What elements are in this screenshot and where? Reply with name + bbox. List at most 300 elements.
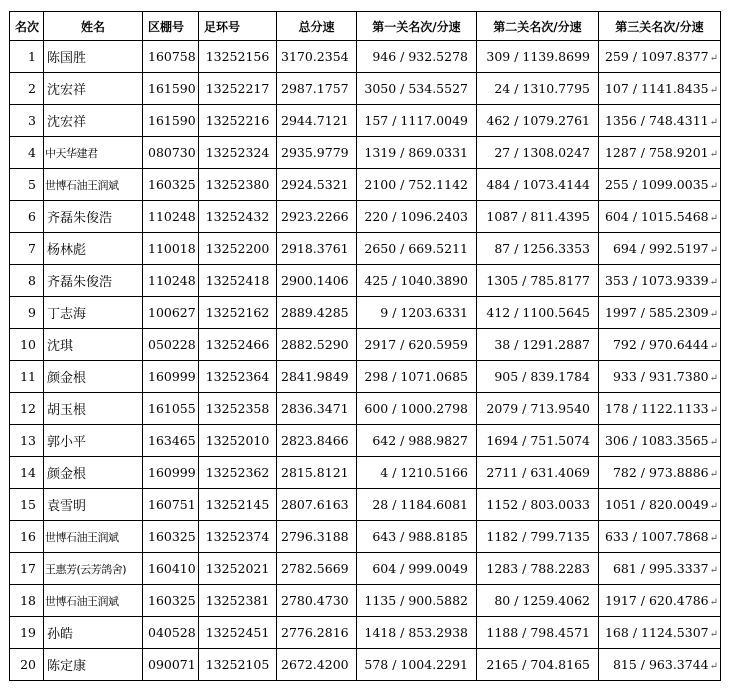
shed-cell-text: 163465 [148,433,196,448]
shed-cell [143,329,199,361]
stage1-cell-text: 946 / 932.5278 [372,49,468,64]
rank-cell-text: 8 [28,273,36,288]
table-row [10,521,721,553]
stage2-cell-text: 38 / 1291.2887 [494,337,590,352]
stage1-cell-text: 157 / 1117.0049 [364,113,468,128]
ring-cell [199,649,277,681]
stage2-cell [477,169,599,201]
shed-cell-text: 160325 [148,593,196,608]
total-speed-cell-text: 2776.2816 [281,625,349,640]
shed-cell-text: 050228 [148,337,196,352]
rank-cell-text: 7 [28,241,36,256]
stage2-cell [477,361,599,393]
ring-cell [199,361,277,393]
stage1-cell-text: 2917 / 620.5959 [364,337,468,352]
ring-cell [199,617,277,649]
shed-cell [143,553,199,585]
ring-cell [199,425,277,457]
table-row [10,201,721,233]
name-cell [44,585,143,617]
stage1-cell [357,521,477,553]
stage3-cell-text: 681 / 995.3337 [612,561,709,576]
table-row [10,41,721,73]
stage1-cell [357,297,477,329]
ring-cell-text: 13252216 [205,113,270,128]
stage3-cell [599,201,721,233]
total-speed-cell-text: 2935.9779 [281,145,349,160]
stage1-cell [357,553,477,585]
name-cell [44,489,143,521]
stage3-cell-text: 168 / 1124.5307 [604,625,709,640]
header-name: 姓名 [44,12,143,41]
paragraph-mark-icon: ↵ [709,277,718,288]
shed-cell-text: 090071 [148,657,196,672]
stage3-cell-text: 1287 / 758.9201 [604,145,709,160]
total-speed-cell [277,329,357,361]
shed-cell [143,649,199,681]
name-cell-text: 颜金根 [47,467,87,482]
stage3-cell [599,553,721,585]
shed-cell-text: 161590 [148,81,196,96]
ring-cell-text: 13252466 [205,337,270,352]
stage3-cell [599,361,721,393]
stage1-cell [357,233,477,265]
shed-cell [143,137,199,169]
total-speed-cell-text: 2780.4730 [281,593,349,608]
paragraph-mark-icon: ↵ [709,533,718,544]
name-cell [44,457,143,489]
shed-cell-text: 100627 [148,305,196,320]
name-cell [44,169,143,201]
total-speed-cell [277,489,357,521]
shed-cell-text: 080730 [148,145,196,160]
total-speed-cell-text: 2987.1757 [281,81,349,96]
stage2-cell-text: 1305 / 785.8177 [486,273,590,288]
header-total-speed: 总分速 [277,12,357,41]
total-speed-cell [277,137,357,169]
name-cell-text: 胡玉根 [47,403,87,418]
stage2-cell-text: 24 / 1310.7795 [494,81,590,96]
rank-cell-text: 10 [20,337,36,352]
stage3-cell [599,425,721,457]
ring-cell [199,297,277,329]
total-speed-cell [277,73,357,105]
name-cell [44,617,143,649]
stage3-cell-text: 107 / 1141.8435 [604,81,709,96]
rank-cell-text: 2 [28,81,36,96]
ring-cell-text: 13252105 [205,657,270,672]
shed-cell-text: 160410 [148,561,196,576]
rank-cell [10,521,44,553]
rank-cell [10,137,44,169]
shed-cell-text: 110248 [148,273,196,288]
stage1-cell [357,489,477,521]
rank-cell-text: 4 [28,145,36,160]
stage3-cell [599,137,721,169]
stage3-cell [599,649,721,681]
stage2-cell-text: 1152 / 803.0033 [486,497,590,512]
shed-cell [143,393,199,425]
total-speed-cell-text: 2923.2266 [281,209,349,224]
stage3-cell-text: 815 / 963.3744 [612,657,709,672]
rank-cell [10,329,44,361]
table-row [10,73,721,105]
rank-cell-text: 9 [28,305,36,320]
paragraph-mark-icon: ↵ [709,149,718,160]
rank-cell-text: 11 [20,369,36,384]
ring-cell [199,73,277,105]
name-cell-text: 杨林彪 [47,243,87,258]
name-cell [44,329,143,361]
stage1-cell [357,137,477,169]
stage2-cell [477,233,599,265]
ring-cell-text: 13252432 [205,209,270,224]
rank-cell [10,105,44,137]
rank-cell [10,457,44,489]
name-cell-text: 陈定康 [47,659,87,674]
rank-cell [10,73,44,105]
stage1-cell-text: 578 / 1004.2291 [364,657,468,672]
name-cell-text: 世博石油王润斌 [45,530,119,544]
table-row [10,649,721,681]
ring-cell [199,233,277,265]
shed-cell [143,361,199,393]
stage2-cell-text: 2165 / 704.8165 [486,657,590,672]
stage2-cell [477,329,599,361]
stage1-cell-text: 3050 / 534.5527 [364,81,468,96]
shed-cell [143,521,199,553]
ring-cell [199,553,277,585]
stage1-cell [357,201,477,233]
stage1-cell-text: 2650 / 669.5211 [364,241,468,256]
shed-cell-text: 160999 [148,465,196,480]
stage2-cell-text: 1182 / 799.7135 [486,529,590,544]
shed-cell-text: 161590 [148,113,196,128]
stage2-cell [477,457,599,489]
stage3-cell [599,329,721,361]
shed-cell-text: 040528 [148,625,196,640]
shed-cell-text: 160758 [148,49,196,64]
rank-cell [10,41,44,73]
header-stage1: 第一关名次/分速 [357,12,477,41]
total-speed-cell [277,233,357,265]
stage1-cell [357,393,477,425]
total-speed-cell [277,553,357,585]
stage1-cell-text: 642 / 988.9827 [372,433,468,448]
header-stage3: 第三关名次/分速 [599,12,721,41]
shed-cell [143,617,199,649]
paragraph-mark-icon: ↵ [709,501,718,512]
paragraph-mark-icon: ↵ [709,85,718,96]
stage3-cell [599,105,721,137]
total-speed-cell [277,425,357,457]
stage3-cell-text: 1997 / 585.2309 [604,305,709,320]
rank-cell-text: 13 [20,433,36,448]
shed-cell-text: 161055 [148,401,196,416]
stage3-cell-text: 933 / 931.7380 [612,369,709,384]
stage2-cell-text: 412 / 1100.5645 [486,305,590,320]
rank-cell-text: 3 [28,113,36,128]
paragraph-mark-icon: ↵ [709,213,718,224]
shed-cell [143,169,199,201]
stage3-cell [599,457,721,489]
total-speed-cell [277,649,357,681]
total-speed-cell-text: 2836.3471 [281,401,349,416]
stage3-cell-text: 1917 / 620.4786 [604,593,709,608]
name-cell [44,361,143,393]
ring-cell-text: 13252374 [205,529,270,544]
name-cell-text: 丁志海 [47,307,87,322]
rank-cell [10,617,44,649]
paragraph-mark-icon: ↵ [709,597,718,608]
stage2-cell-text: 80 / 1259.4062 [494,593,590,608]
stage3-cell-text: 633 / 1007.7868 [604,529,709,544]
stage2-cell [477,137,599,169]
total-speed-cell [277,105,357,137]
rank-cell [10,393,44,425]
stage3-cell [599,73,721,105]
total-speed-cell-text: 3170.2354 [281,49,349,64]
total-speed-cell-text: 2841.9849 [281,369,349,384]
shed-cell [143,233,199,265]
rank-cell [10,201,44,233]
rank-cell-text: 1 [28,49,36,64]
stage3-cell-text: 353 / 1073.9339 [604,273,709,288]
table-row [10,329,721,361]
stage1-cell-text: 604 / 999.0049 [372,561,468,576]
shed-cell-text: 110018 [148,241,196,256]
stage1-cell [357,329,477,361]
rank-cell-text: 14 [20,465,36,480]
total-speed-cell-text: 2918.3761 [281,241,349,256]
table-row [10,361,721,393]
stage2-cell [477,393,599,425]
ring-cell [199,137,277,169]
stage1-cell-text: 1418 / 853.2938 [364,625,468,640]
shed-cell-text: 160325 [148,529,196,544]
total-speed-cell-text: 2882.5290 [281,337,349,352]
ring-cell-text: 13252381 [205,593,270,608]
paragraph-mark-icon: ↵ [709,373,718,384]
table-row [10,585,721,617]
rank-cell-text: 6 [28,209,36,224]
header-shed: 区棚号 [143,12,199,41]
stage1-cell [357,585,477,617]
stage2-cell [477,617,599,649]
stage2-cell [477,553,599,585]
stage1-cell-text: 220 / 1096.2403 [364,209,468,224]
name-cell [44,201,143,233]
name-cell-text: 陈国胜 [47,51,87,66]
rank-cell-text: 5 [28,177,36,192]
stage2-cell-text: 1283 / 788.2283 [486,561,590,576]
paragraph-mark-icon: ↵ [709,245,718,256]
name-cell-text: 世博石油王润斌 [45,594,119,608]
shed-cell [143,41,199,73]
stage3-cell-text: 306 / 1083.3565 [604,433,709,448]
stage1-cell-text: 1319 / 869.0331 [364,145,468,160]
stage1-cell [357,649,477,681]
stage1-cell [357,457,477,489]
total-speed-cell-text: 2672.4200 [281,657,349,672]
stage2-cell [477,265,599,297]
stage3-cell-text: 792 / 970.6444 [612,337,709,352]
ring-cell [199,41,277,73]
stage1-cell [357,617,477,649]
paragraph-mark-icon: ↵ [709,181,718,192]
stage1-cell-text: 28 / 1184.6081 [372,497,468,512]
stage2-cell [477,425,599,457]
name-cell [44,233,143,265]
rank-cell-text: 15 [20,497,36,512]
stage3-cell-text: 259 / 1097.8377 [604,49,709,64]
stage1-cell [357,73,477,105]
ring-cell [199,329,277,361]
name-cell [44,105,143,137]
total-speed-cell-text: 2807.6163 [281,497,349,512]
paragraph-mark-icon: ↵ [709,309,718,320]
stage2-cell [477,201,599,233]
total-speed-cell [277,585,357,617]
shed-cell [143,105,199,137]
stage3-cell-text: 604 / 1015.5468 [604,209,709,224]
paragraph-mark-icon: ↵ [709,117,718,128]
stage2-cell [477,297,599,329]
ring-cell-text: 13252217 [205,81,270,96]
stage2-cell [477,105,599,137]
ring-cell-text: 13252200 [205,241,270,256]
stage3-cell [599,393,721,425]
name-cell-text: 王惠芳(云芳鸽舍) [45,562,127,576]
paragraph-mark-icon: ↵ [709,469,718,480]
ring-cell [199,393,277,425]
rank-cell [10,361,44,393]
shed-cell [143,489,199,521]
table-row [10,393,721,425]
ring-cell-text: 13252145 [205,497,270,512]
stage1-cell-text: 2100 / 752.1142 [364,177,468,192]
name-cell-text: 沈宏祥 [47,115,87,130]
ring-cell-text: 13252156 [205,49,270,64]
ring-cell [199,265,277,297]
paragraph-mark-icon: ↵ [709,53,718,64]
ring-cell-text: 13252451 [205,625,270,640]
name-cell-text: 中天华建君 [45,146,98,160]
ring-cell [199,457,277,489]
shed-cell [143,457,199,489]
rank-cell [10,265,44,297]
total-speed-cell-text: 2782.5669 [281,561,349,576]
table-row [10,297,721,329]
rank-cell-text: 18 [20,593,36,608]
ring-cell [199,585,277,617]
stage1-cell [357,105,477,137]
stage3-cell [599,297,721,329]
total-speed-cell-text: 2815.8121 [281,465,349,480]
shed-cell [143,585,199,617]
stage1-cell-text: 643 / 988.8185 [372,529,468,544]
ring-cell [199,521,277,553]
rank-cell [10,553,44,585]
stage2-cell-text: 1694 / 751.5074 [486,433,590,448]
ring-cell-text: 13252021 [205,561,270,576]
stage2-cell-text: 27 / 1308.0247 [494,145,590,160]
name-cell [44,297,143,329]
table-body [10,41,721,681]
total-speed-cell [277,265,357,297]
name-cell-text: 郭小平 [47,435,87,450]
shed-cell-text: 160751 [148,497,196,512]
stage1-cell-text: 4 / 1210.5166 [380,465,468,480]
stage2-cell-text: 905 / 839.1784 [494,369,590,384]
ring-cell-text: 13252362 [205,465,270,480]
name-cell-text: 世博石油王润斌 [45,178,119,192]
stage3-cell-text: 1356 / 748.4311 [604,113,709,128]
paragraph-mark-icon: ↵ [709,629,718,640]
stage1-cell-text: 1135 / 900.5882 [364,593,468,608]
name-cell-text: 齐磊朱俊浩 [47,211,113,226]
paragraph-mark-icon: ↵ [709,565,718,576]
stage2-cell [477,489,599,521]
table-row [10,553,721,585]
paragraph-mark-icon: ↵ [709,405,718,416]
ring-cell-text: 13252324 [205,145,270,160]
total-speed-cell [277,361,357,393]
name-cell-text: 孙皓 [47,627,74,642]
name-cell-text: 沈琪 [47,339,74,354]
header-stage2: 第二关名次/分速 [477,12,599,41]
stage1-cell [357,265,477,297]
ring-cell-text: 13252418 [205,273,270,288]
stage1-cell-text: 425 / 1040.3890 [364,273,468,288]
table-row [10,169,721,201]
paragraph-mark-icon: ↵ [709,341,718,352]
stage3-cell [599,521,721,553]
stage3-cell-text: 255 / 1099.0035 [604,177,709,192]
name-cell [44,265,143,297]
stage3-cell [599,585,721,617]
stage2-cell-text: 1087 / 811.4395 [486,209,590,224]
rank-cell [10,649,44,681]
stage2-cell-text: 2711 / 631.4069 [486,465,590,480]
name-cell-text: 颜金根 [47,371,87,386]
total-speed-cell [277,297,357,329]
stage2-cell [477,73,599,105]
ring-cell [199,489,277,521]
stage2-cell-text: 1188 / 798.4571 [486,625,590,640]
results-table [9,11,721,681]
stage3-cell [599,169,721,201]
total-speed-cell-text: 2944.7121 [281,113,349,128]
rank-cell-text: 20 [20,657,36,672]
stage3-cell-text: 782 / 973.8886 [612,465,709,480]
stage2-cell [477,649,599,681]
stage2-cell [477,521,599,553]
rank-cell [10,169,44,201]
ring-cell-text: 13252380 [205,177,270,192]
header-ring: 足环号 [199,12,277,41]
ring-cell-text: 13252364 [205,369,270,384]
table-row [10,105,721,137]
total-speed-cell [277,169,357,201]
table-row [10,617,721,649]
table-row [10,137,721,169]
stage2-cell-text: 462 / 1079.2761 [486,113,590,128]
ring-cell-text: 13252010 [205,433,270,448]
header-row [10,12,721,41]
stage3-cell [599,617,721,649]
rank-cell-text: 17 [20,561,36,576]
